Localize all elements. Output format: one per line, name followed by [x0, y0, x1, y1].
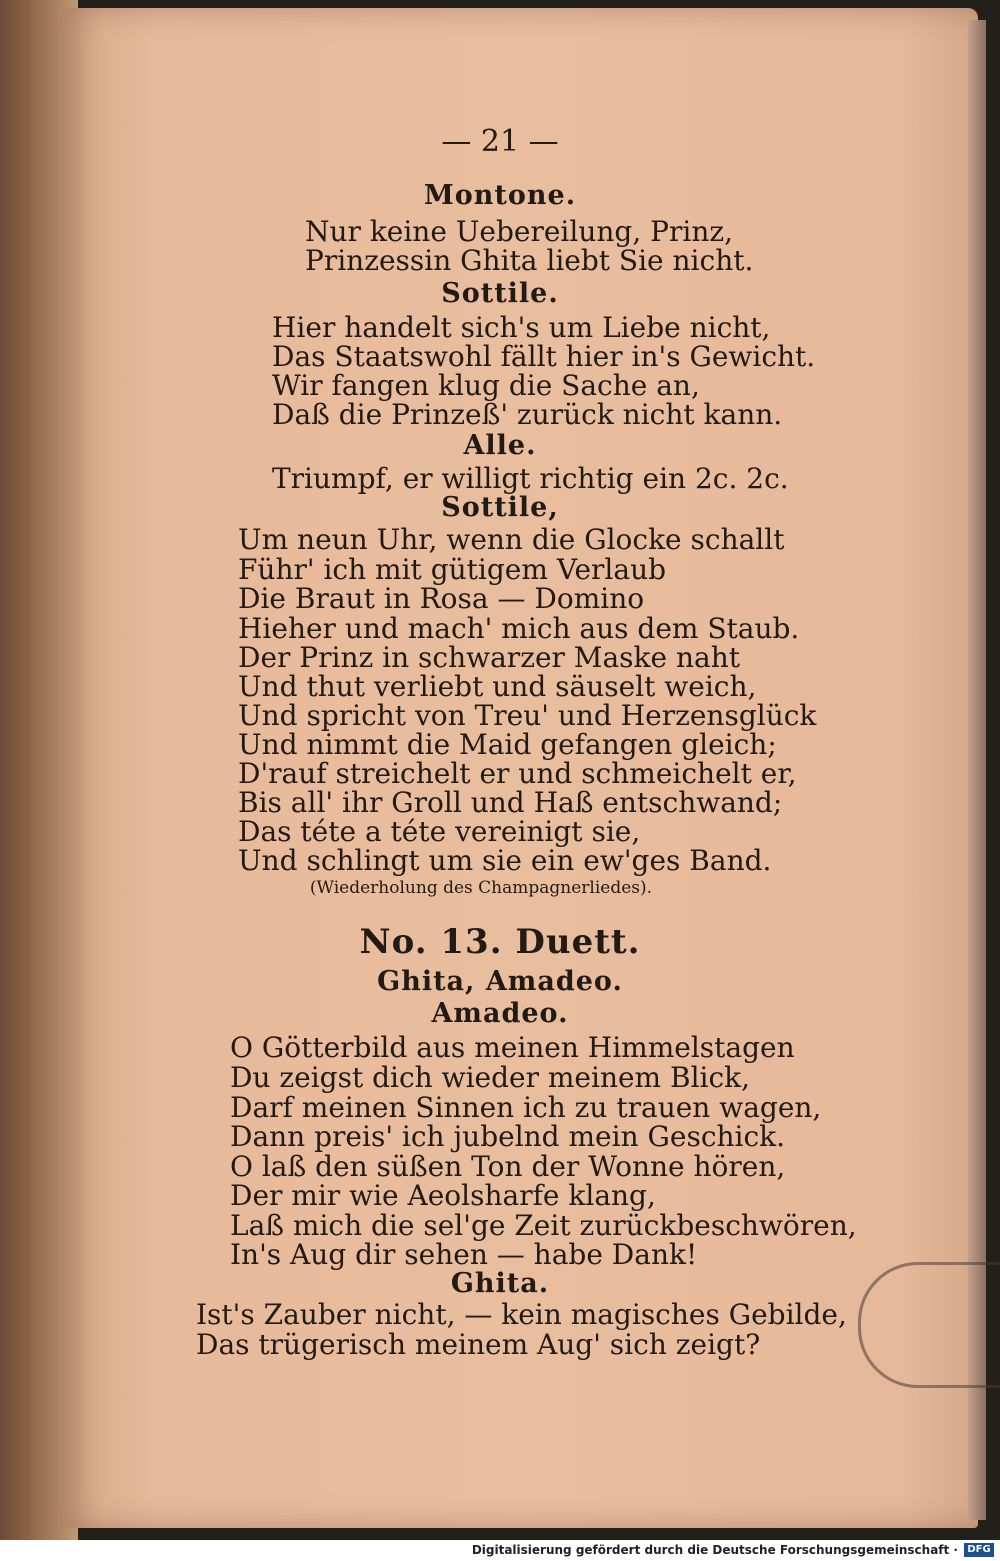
speaker-alle: Alle. [463, 430, 537, 461]
stage-note: (Wiederholung des Champagnerliedes). [309, 878, 653, 898]
amadeo-line: Laß mich die sel'ge Zeit zurückbeschwören, [230, 1209, 857, 1242]
sottile2-line: Und nimmt die Maid gefangen gleich; [238, 728, 777, 761]
montone-line: Nur keine Uebereilung, Prinz, [305, 215, 733, 248]
sottile2-line: Hieher und mach' mich aus dem Staub. [238, 612, 800, 645]
sottile2-line: D'rauf streichelt er und schmeichelt er, [238, 757, 797, 790]
sottile2-line: Und thut verliebt und säuselt weich, [238, 670, 757, 703]
amadeo-line: Der mir wie Aeolsharfe klang, [230, 1179, 656, 1212]
amadeo-line: O laß den süßen Ton der Wonne hören, [230, 1150, 786, 1183]
speaker-sottile-2: Sottile, [441, 492, 559, 523]
sottile2-line: Das téte a téte vereinigt sie, [238, 815, 641, 848]
sottile2-line: Die Braut in Rosa — Domino [238, 582, 645, 615]
amadeo-line: Dann preis' ich jubelnd mein Geschick. [230, 1120, 786, 1153]
ghita-line: Das trügerisch meinem Aug' sich zeigt? [196, 1328, 761, 1361]
sottile2-line: Und schlingt um sie ein ew'ges Band. [238, 844, 772, 877]
footer-credit: Digitalisierung gefördert durch die Deutsche Forschungsgemeinschaft · [471, 1543, 958, 1557]
page-number: — 21 — [441, 124, 559, 159]
sottile2-line: Der Prinz in schwarzer Maske naht [238, 641, 740, 674]
amadeo-line: Du zeigst dich wieder meinem Blick, [230, 1061, 751, 1094]
sottile-line: Wir fangen klug die Sache an, [272, 369, 700, 402]
ghita-line: Ist's Zauber nicht, — kein magisches Gebilde, [196, 1298, 847, 1331]
speaker-montone: Montone. [423, 180, 577, 211]
amadeo-line: O Götterbild aus meinen Himmelstagen [230, 1031, 795, 1064]
sottile2-line: Bis all' ihr Groll und Haß entschwand; [238, 786, 783, 819]
dfg-logo-icon: DFG [964, 1543, 994, 1557]
alle-line: Triumpf, er willigt richtig ein 2c. 2c. [272, 462, 789, 495]
speaker-sottile: Sottile. [441, 278, 559, 309]
sottile-line: Daß die Prinzeß' zurück nicht kann. [272, 398, 783, 431]
amadeo-line: Darf meinen Sinnen ich zu trauen wagen, [230, 1091, 822, 1124]
montone-line: Prinzessin Ghita liebt Sie nicht. [305, 244, 754, 277]
number-heading: No. 13. Duett. [359, 922, 641, 962]
sottile2-line: Führ' ich mit gütigem Verlaub [238, 553, 667, 586]
amadeo-line: In's Aug dir sehen — habe Dank! [230, 1238, 698, 1271]
speaker-ghita: Ghita. [450, 1268, 550, 1299]
sottile2-line: Um neun Uhr, wenn die Glocke schallt [238, 523, 785, 556]
sottile-line: Hier handelt sich's um Liebe nicht, [272, 311, 771, 344]
speaker-amadeo: Amadeo. [431, 998, 569, 1029]
sottile2-line: Und spricht von Treu' und Herzensglück [238, 699, 817, 732]
sottile-line: Das Staatswohl fällt hier in's Gewicht. [272, 340, 816, 373]
characters-line: Ghita, Amadeo. [377, 966, 623, 997]
